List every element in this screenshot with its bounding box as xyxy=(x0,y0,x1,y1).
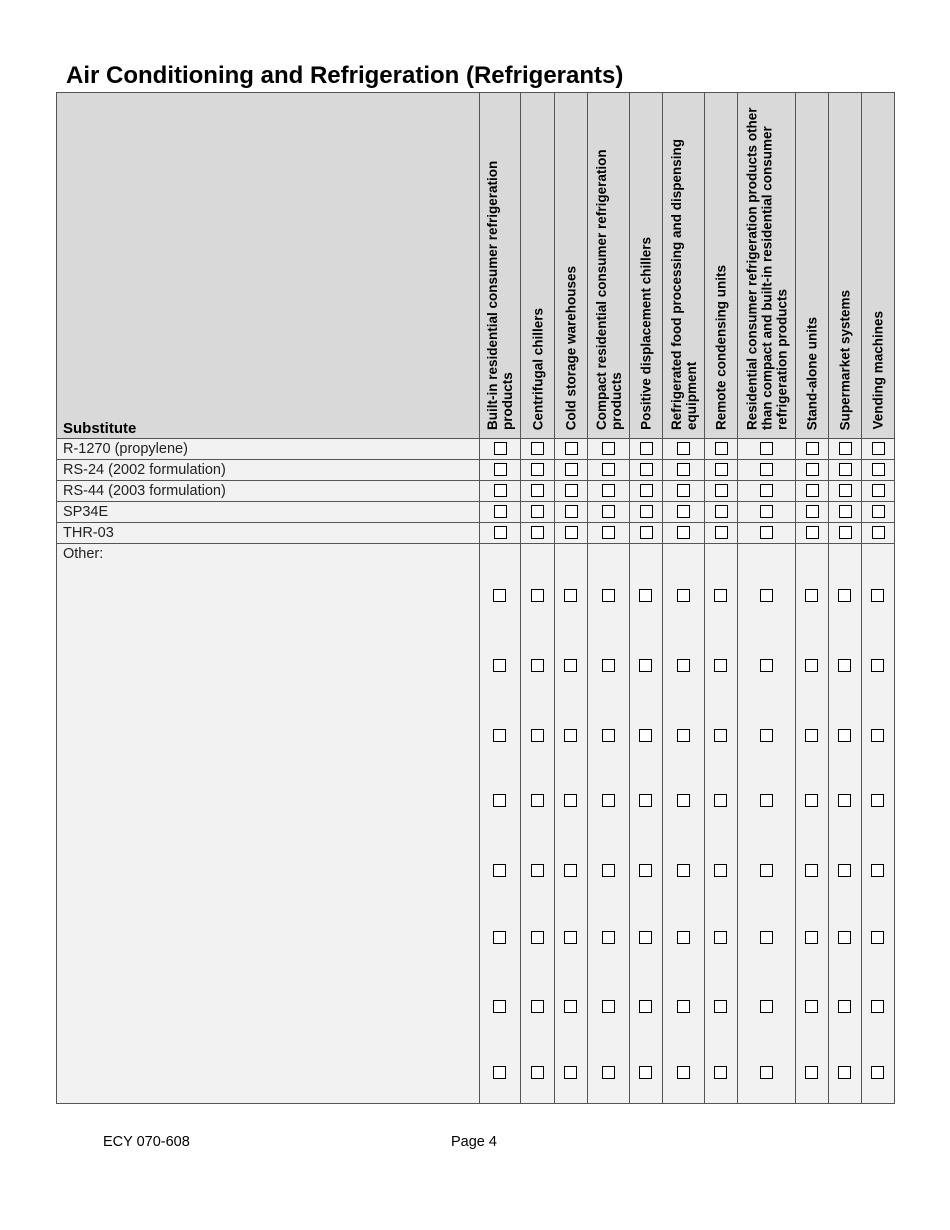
checkbox[interactable] xyxy=(838,931,851,944)
checkbox[interactable] xyxy=(677,463,690,476)
checkbox[interactable] xyxy=(494,463,507,476)
checkbox[interactable] xyxy=(565,442,578,455)
checkbox[interactable] xyxy=(760,1066,773,1079)
checkbox[interactable] xyxy=(805,659,818,672)
other-checkbox-column xyxy=(862,544,895,1104)
checkbox-cell xyxy=(705,523,738,544)
checkbox[interactable] xyxy=(839,505,852,518)
checkbox[interactable] xyxy=(838,1066,851,1079)
checkbox[interactable] xyxy=(639,931,652,944)
checkbox[interactable] xyxy=(871,1066,884,1079)
column-header xyxy=(705,93,738,439)
checkbox[interactable] xyxy=(714,931,727,944)
checkbox[interactable] xyxy=(714,589,727,602)
checkbox-cell xyxy=(738,523,796,544)
checkbox[interactable] xyxy=(493,1000,506,1013)
column-header-label: Refrigerated food processing and dispensing equipment xyxy=(668,138,699,430)
checkbox[interactable] xyxy=(494,484,507,497)
checkbox[interactable] xyxy=(639,1066,652,1079)
checkbox[interactable] xyxy=(602,1000,615,1013)
checkbox-cell xyxy=(521,523,555,544)
checkbox-cell xyxy=(630,439,663,460)
checkbox[interactable] xyxy=(564,659,577,672)
column-header xyxy=(663,93,705,439)
header-row xyxy=(57,93,895,439)
other-checkbox-column xyxy=(480,544,521,1104)
table-row xyxy=(57,481,895,502)
checkbox[interactable] xyxy=(872,526,885,539)
checkbox[interactable] xyxy=(871,794,884,807)
checkbox[interactable] xyxy=(602,659,615,672)
substitute-column-header xyxy=(57,93,480,439)
checkbox[interactable] xyxy=(839,442,852,455)
checkbox-cell xyxy=(555,502,588,523)
other-checkbox-column xyxy=(521,544,555,1104)
checkbox[interactable] xyxy=(872,484,885,497)
checkbox[interactable] xyxy=(602,442,615,455)
checkbox[interactable] xyxy=(602,526,615,539)
checkbox[interactable] xyxy=(677,864,690,877)
checkbox-cell xyxy=(862,523,895,544)
checkbox[interactable] xyxy=(715,526,728,539)
column-header-label: Built-in residential consumer refrigeration products xyxy=(485,160,515,430)
checkbox-cell xyxy=(480,481,521,502)
checkbox-cell xyxy=(738,481,796,502)
checkbox[interactable] xyxy=(760,463,773,476)
other-checkbox-column xyxy=(738,544,796,1104)
checkbox[interactable] xyxy=(602,1066,615,1079)
checkbox[interactable] xyxy=(839,484,852,497)
checkbox[interactable] xyxy=(805,864,818,877)
checkbox[interactable] xyxy=(531,1000,544,1013)
substitute-header-label: Substitute xyxy=(63,420,137,437)
checkbox[interactable] xyxy=(806,526,819,539)
checkbox-cell xyxy=(663,439,705,460)
checkbox[interactable] xyxy=(760,931,773,944)
checkbox[interactable] xyxy=(760,442,773,455)
checkbox[interactable] xyxy=(714,729,727,742)
checkbox-cell xyxy=(588,439,630,460)
checkbox[interactable] xyxy=(806,463,819,476)
checkbox[interactable] xyxy=(872,505,885,518)
checkbox[interactable] xyxy=(805,1066,818,1079)
checkbox[interactable] xyxy=(760,1000,773,1013)
checkbox[interactable] xyxy=(805,729,818,742)
checkbox-cell xyxy=(630,523,663,544)
column-header-label: Positive displacement chillers xyxy=(638,237,654,430)
checkbox-cell xyxy=(480,460,521,481)
checkbox[interactable] xyxy=(565,463,578,476)
checkbox-cell xyxy=(588,523,630,544)
column-header-label: Vending machines xyxy=(870,311,886,430)
checkbox-cell xyxy=(630,481,663,502)
checkbox-cell xyxy=(862,439,895,460)
other-checkbox-column xyxy=(829,544,862,1104)
checkbox[interactable] xyxy=(677,442,690,455)
checkbox[interactable] xyxy=(531,659,544,672)
checkbox[interactable] xyxy=(715,463,728,476)
checkbox-cell xyxy=(521,439,555,460)
checkbox-cell xyxy=(796,481,829,502)
checkbox[interactable] xyxy=(602,463,615,476)
column-header xyxy=(829,93,862,439)
checkbox-cell xyxy=(521,481,555,502)
column-header-label: Compact residential consumer refrigeration products xyxy=(593,149,624,430)
checkbox[interactable] xyxy=(805,794,818,807)
other-checkbox-column xyxy=(705,544,738,1104)
checkbox[interactable] xyxy=(805,1000,818,1013)
checkbox[interactable] xyxy=(602,864,615,877)
checkbox-cell xyxy=(521,460,555,481)
other-checkbox-column xyxy=(588,544,630,1104)
checkbox[interactable] xyxy=(871,589,884,602)
checkbox[interactable] xyxy=(760,729,773,742)
refrigerant-substitute-table xyxy=(56,92,895,1104)
page-title: Air Conditioning and Refrigeration (Refrigerants) xyxy=(66,62,624,89)
checkbox[interactable] xyxy=(531,729,544,742)
checkbox[interactable] xyxy=(531,505,544,518)
checkbox[interactable] xyxy=(677,729,690,742)
checkbox[interactable] xyxy=(640,484,653,497)
substitute-name: RS-24 (2002 formulation) xyxy=(57,460,480,481)
checkbox[interactable] xyxy=(565,505,578,518)
checkbox[interactable] xyxy=(838,864,851,877)
checkbox-cell xyxy=(555,439,588,460)
checkbox[interactable] xyxy=(677,659,690,672)
other-checkbox-stack xyxy=(862,544,894,1101)
checkbox[interactable] xyxy=(838,659,851,672)
checkbox-cell xyxy=(829,481,862,502)
substitute-name: SP34E xyxy=(57,502,480,523)
checkbox[interactable] xyxy=(494,442,507,455)
column-header xyxy=(796,93,829,439)
other-label: Other: xyxy=(57,544,480,1104)
checkbox-cell xyxy=(829,502,862,523)
checkbox[interactable] xyxy=(639,1000,652,1013)
checkbox[interactable] xyxy=(531,484,544,497)
checkbox-cell xyxy=(555,460,588,481)
checkbox[interactable] xyxy=(760,794,773,807)
table-row xyxy=(57,439,895,460)
checkbox[interactable] xyxy=(838,794,851,807)
checkbox-cell xyxy=(862,460,895,481)
other-checkbox-stack xyxy=(588,544,629,1101)
checkbox[interactable] xyxy=(871,659,884,672)
checkbox[interactable] xyxy=(871,729,884,742)
checkbox[interactable] xyxy=(639,659,652,672)
checkbox[interactable] xyxy=(639,589,652,602)
checkbox-cell xyxy=(663,523,705,544)
checkbox[interactable] xyxy=(838,589,851,602)
checkbox[interactable] xyxy=(639,729,652,742)
checkbox[interactable] xyxy=(531,931,544,944)
checkbox[interactable] xyxy=(564,1066,577,1079)
checkbox-cell xyxy=(705,439,738,460)
checkbox[interactable] xyxy=(805,589,818,602)
checkbox[interactable] xyxy=(531,442,544,455)
checkbox[interactable] xyxy=(714,794,727,807)
column-header xyxy=(521,93,555,439)
checkbox[interactable] xyxy=(493,729,506,742)
checkbox-cell xyxy=(480,502,521,523)
checkbox[interactable] xyxy=(564,864,577,877)
other-checkbox-stack xyxy=(630,544,662,1101)
checkbox[interactable] xyxy=(760,659,773,672)
checkbox[interactable] xyxy=(602,794,615,807)
checkbox-cell xyxy=(738,460,796,481)
checkbox-cell xyxy=(663,502,705,523)
other-checkbox-column xyxy=(663,544,705,1104)
checkbox-cell xyxy=(705,481,738,502)
checkbox[interactable] xyxy=(839,463,852,476)
checkbox[interactable] xyxy=(714,1000,727,1013)
checkbox[interactable] xyxy=(493,931,506,944)
checkbox[interactable] xyxy=(715,484,728,497)
checkbox[interactable] xyxy=(531,589,544,602)
checkbox[interactable] xyxy=(677,526,690,539)
checkbox[interactable] xyxy=(494,505,507,518)
checkbox[interactable] xyxy=(564,794,577,807)
checkbox[interactable] xyxy=(531,864,544,877)
checkbox[interactable] xyxy=(714,659,727,672)
checkbox[interactable] xyxy=(760,505,773,518)
checkbox-cell xyxy=(796,439,829,460)
column-header xyxy=(862,93,895,439)
checkbox[interactable] xyxy=(715,505,728,518)
checkbox-cell xyxy=(630,460,663,481)
checkbox-cell xyxy=(555,523,588,544)
checkbox[interactable] xyxy=(677,794,690,807)
substitute-name: RS-44 (2003 formulation) xyxy=(57,481,480,502)
checkbox[interactable] xyxy=(872,442,885,455)
checkbox[interactable] xyxy=(564,729,577,742)
checkbox[interactable] xyxy=(760,864,773,877)
checkbox-cell xyxy=(663,460,705,481)
checkbox-cell xyxy=(796,502,829,523)
checkbox[interactable] xyxy=(838,729,851,742)
column-header xyxy=(588,93,630,439)
checkbox[interactable] xyxy=(602,484,615,497)
column-header xyxy=(555,93,588,439)
checkbox[interactable] xyxy=(531,794,544,807)
checkbox[interactable] xyxy=(531,526,544,539)
checkbox-cell xyxy=(862,502,895,523)
other-checkbox-column xyxy=(630,544,663,1104)
checkbox[interactable] xyxy=(602,589,615,602)
other-checkbox-column xyxy=(796,544,829,1104)
checkbox-cell xyxy=(630,502,663,523)
checkbox[interactable] xyxy=(565,526,578,539)
checkbox-cell xyxy=(521,502,555,523)
checkbox[interactable] xyxy=(640,442,653,455)
form-code: ECY 070-608 xyxy=(103,1134,190,1150)
checkbox[interactable] xyxy=(493,1066,506,1079)
table-row xyxy=(57,460,895,481)
checkbox[interactable] xyxy=(602,505,615,518)
checkbox-cell xyxy=(796,460,829,481)
checkbox[interactable] xyxy=(531,463,544,476)
other-checkbox-column xyxy=(555,544,588,1104)
checkbox[interactable] xyxy=(677,589,690,602)
table-row xyxy=(57,502,895,523)
checkbox[interactable] xyxy=(564,931,577,944)
checkbox[interactable] xyxy=(602,729,615,742)
column-header-label: Stand-alone units xyxy=(804,316,820,430)
other-checkbox-stack xyxy=(829,544,861,1101)
checkbox[interactable] xyxy=(677,1066,690,1079)
checkbox-cell xyxy=(738,439,796,460)
checkbox[interactable] xyxy=(715,442,728,455)
other-checkbox-stack xyxy=(796,544,828,1101)
column-header xyxy=(738,93,796,439)
other-checkbox-stack xyxy=(521,544,554,1101)
checkbox-cell xyxy=(588,460,630,481)
checkbox[interactable] xyxy=(677,484,690,497)
checkbox[interactable] xyxy=(493,864,506,877)
checkbox[interactable] xyxy=(602,931,615,944)
checkbox[interactable] xyxy=(806,442,819,455)
checkbox[interactable] xyxy=(871,1000,884,1013)
column-header-label: Supermarket systems xyxy=(837,289,853,430)
checkbox[interactable] xyxy=(872,463,885,476)
column-header xyxy=(480,93,521,439)
checkbox-cell xyxy=(705,460,738,481)
checkbox[interactable] xyxy=(493,659,506,672)
checkbox-cell xyxy=(588,481,630,502)
other-row xyxy=(57,544,895,1104)
column-header-label: Residential consumer refrigeration products other than compact and built-in residential consumer refrigeration products xyxy=(744,107,789,430)
checkbox[interactable] xyxy=(531,1066,544,1079)
checkbox[interactable] xyxy=(871,864,884,877)
checkbox[interactable] xyxy=(493,589,506,602)
checkbox-cell xyxy=(829,460,862,481)
table-row xyxy=(57,523,895,544)
other-checkbox-stack xyxy=(555,544,587,1101)
checkbox[interactable] xyxy=(677,1000,690,1013)
checkbox[interactable] xyxy=(640,505,653,518)
checkbox-cell xyxy=(829,439,862,460)
checkbox[interactable] xyxy=(565,484,578,497)
checkbox[interactable] xyxy=(760,526,773,539)
other-checkbox-stack xyxy=(480,544,520,1101)
checkbox[interactable] xyxy=(639,864,652,877)
checkbox-cell xyxy=(663,481,705,502)
checkbox-cell xyxy=(480,439,521,460)
substitute-name: R-1270 (propylene) xyxy=(57,439,480,460)
column-header xyxy=(630,93,663,439)
checkbox-cell xyxy=(738,502,796,523)
checkbox-cell xyxy=(829,523,862,544)
checkbox-cell xyxy=(796,523,829,544)
checkbox[interactable] xyxy=(677,505,690,518)
other-checkbox-stack xyxy=(705,544,737,1101)
checkbox[interactable] xyxy=(639,794,652,807)
checkbox[interactable] xyxy=(640,526,653,539)
column-header-label: Centrifugal chillers xyxy=(530,307,545,430)
checkbox[interactable] xyxy=(564,589,577,602)
checkbox[interactable] xyxy=(493,794,506,807)
checkbox[interactable] xyxy=(806,505,819,518)
checkbox-cell xyxy=(862,481,895,502)
checkbox[interactable] xyxy=(494,526,507,539)
checkbox[interactable] xyxy=(839,526,852,539)
checkbox-cell xyxy=(555,481,588,502)
checkbox[interactable] xyxy=(714,864,727,877)
other-checkbox-stack xyxy=(738,544,795,1101)
column-header-label: Remote condensing units xyxy=(713,264,729,430)
checkbox[interactable] xyxy=(805,931,818,944)
checkbox[interactable] xyxy=(760,484,773,497)
checkbox[interactable] xyxy=(714,1066,727,1079)
other-checkbox-stack xyxy=(663,544,704,1101)
checkbox[interactable] xyxy=(760,589,773,602)
checkbox[interactable] xyxy=(806,484,819,497)
checkbox[interactable] xyxy=(871,931,884,944)
checkbox[interactable] xyxy=(564,1000,577,1013)
checkbox[interactable] xyxy=(838,1000,851,1013)
checkbox-cell xyxy=(588,502,630,523)
column-header-label: Cold storage warehouses xyxy=(563,265,579,430)
checkbox[interactable] xyxy=(677,931,690,944)
checkbox-cell xyxy=(705,502,738,523)
substitute-name: THR-03 xyxy=(57,523,480,544)
page-number: Page 4 xyxy=(451,1134,497,1150)
checkbox-cell xyxy=(480,523,521,544)
checkbox[interactable] xyxy=(640,463,653,476)
